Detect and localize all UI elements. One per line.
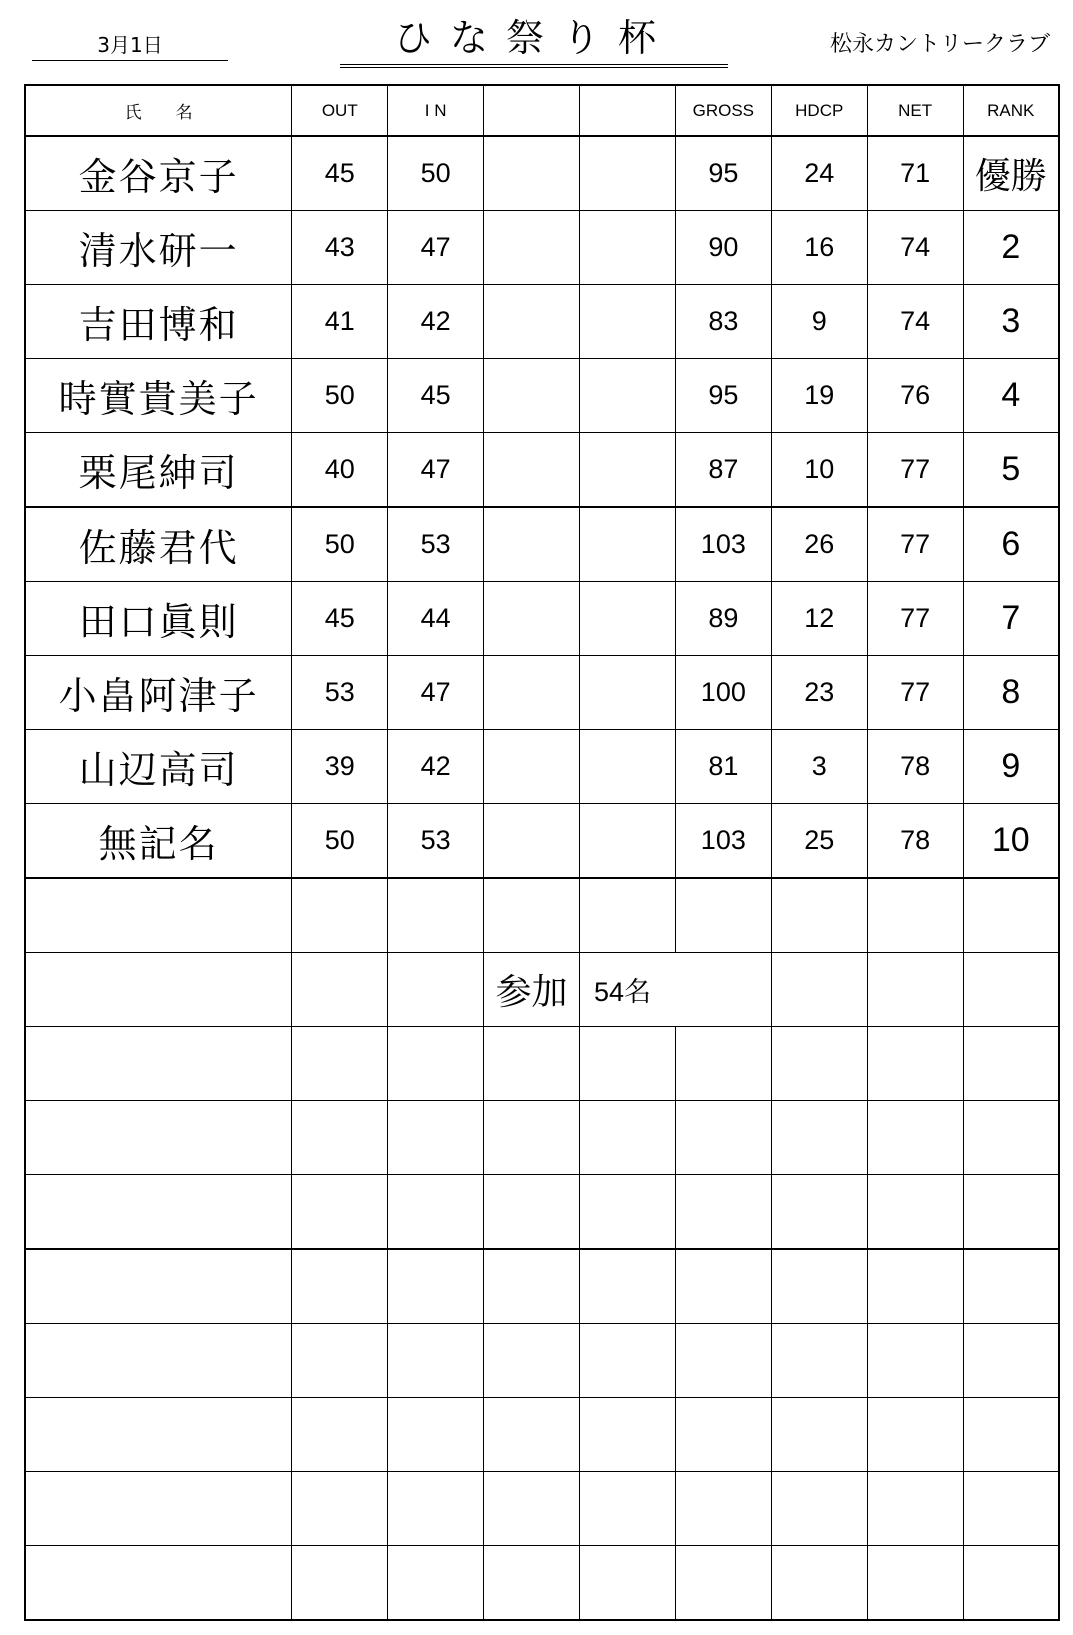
- empty-cell: [25, 1027, 292, 1101]
- empty-cell: [675, 1027, 771, 1101]
- gross-score: 103: [675, 804, 771, 879]
- empty-cell: [867, 1546, 963, 1621]
- col-blank-2: [580, 85, 676, 136]
- empty-cell: [963, 878, 1059, 953]
- hdcp-value: 26: [771, 507, 867, 582]
- participation-row: [25, 953, 1059, 1027]
- empty-cell: [963, 1472, 1059, 1546]
- empty-cell: [388, 1175, 484, 1250]
- out-score: 50: [292, 804, 388, 879]
- empty-cell: [292, 1398, 388, 1472]
- gross-score: 83: [675, 285, 771, 359]
- blank-cell: [580, 730, 676, 804]
- empty-cell: [580, 1027, 676, 1101]
- net-score: 78: [867, 730, 963, 804]
- hdcp-value: 16: [771, 211, 867, 285]
- gross-score: 89: [675, 582, 771, 656]
- out-score: 45: [292, 136, 388, 211]
- empty-row: [25, 1249, 1059, 1324]
- empty-cell: [25, 878, 292, 953]
- sheet-header: [0, 0, 1073, 84]
- empty-cell: [388, 1249, 484, 1324]
- rank-value: 2: [963, 211, 1059, 285]
- empty-cell: [25, 1324, 292, 1398]
- net-score: 77: [867, 656, 963, 730]
- results-table: [24, 84, 1060, 1621]
- empty-cell: [388, 878, 484, 953]
- rank-value: 9: [963, 730, 1059, 804]
- hdcp-value: 12: [771, 582, 867, 656]
- rank-value: 10: [963, 804, 1059, 879]
- out-score: 39: [292, 730, 388, 804]
- empty-cell: [484, 878, 580, 953]
- empty-cell: [867, 1175, 963, 1250]
- empty-cell: [484, 1175, 580, 1250]
- empty-row: [25, 878, 1059, 953]
- in-score: 44: [388, 582, 484, 656]
- empty-cell: [963, 1027, 1059, 1101]
- empty-cell: [292, 1324, 388, 1398]
- empty-cell: [771, 1101, 867, 1175]
- gross-score: 95: [675, 136, 771, 211]
- in-score: 47: [388, 433, 484, 508]
- col-in: I N: [388, 85, 484, 136]
- blank-cell: [580, 804, 676, 879]
- empty-cell: [25, 1472, 292, 1546]
- table-row: [25, 211, 1059, 285]
- rank-value: 3: [963, 285, 1059, 359]
- player-name: 山辺高司: [25, 730, 292, 804]
- empty-cell: [771, 1472, 867, 1546]
- empty-cell: [771, 1546, 867, 1621]
- blank-cell: [484, 730, 580, 804]
- empty-cell: [580, 1101, 676, 1175]
- empty-cell: [771, 1398, 867, 1472]
- empty-cell: [484, 1398, 580, 1472]
- table-row: [25, 730, 1059, 804]
- player-name: 無記名: [25, 804, 292, 879]
- empty-cell: [580, 1324, 676, 1398]
- empty-cell: [25, 1249, 292, 1324]
- hdcp-value: 23: [771, 656, 867, 730]
- empty-cell: [675, 1249, 771, 1324]
- in-score: 45: [388, 359, 484, 433]
- rank-value: 優勝: [963, 136, 1059, 211]
- empty-cell: [771, 953, 867, 1027]
- empty-cell: [25, 1398, 292, 1472]
- gross-score: 87: [675, 433, 771, 508]
- blank-cell: [484, 359, 580, 433]
- player-name: 佐藤君代: [25, 507, 292, 582]
- empty-cell: [867, 1398, 963, 1472]
- out-score: 53: [292, 656, 388, 730]
- net-score: 78: [867, 804, 963, 879]
- empty-cell: [292, 1101, 388, 1175]
- in-score: 50: [388, 136, 484, 211]
- empty-cell: [963, 953, 1059, 1027]
- event-date: 3月1日: [32, 30, 228, 61]
- empty-cell: [292, 1249, 388, 1324]
- net-score: 77: [867, 582, 963, 656]
- empty-cell: [963, 1398, 1059, 1472]
- empty-cell: [963, 1324, 1059, 1398]
- empty-cell: [771, 878, 867, 953]
- empty-cell: [292, 1175, 388, 1250]
- hdcp-value: 24: [771, 136, 867, 211]
- empty-row: [25, 1472, 1059, 1546]
- blank-cell: [580, 359, 676, 433]
- empty-cell: [675, 878, 771, 953]
- empty-cell: [388, 1027, 484, 1101]
- empty-cell: [867, 1101, 963, 1175]
- empty-cell: [292, 1027, 388, 1101]
- blank-cell: [484, 582, 580, 656]
- empty-cell: [675, 1101, 771, 1175]
- blank-cell: [580, 507, 676, 582]
- empty-cell: [388, 953, 484, 1027]
- gross-score: 81: [675, 730, 771, 804]
- blank-cell: [484, 433, 580, 508]
- blank-cell: [484, 656, 580, 730]
- empty-cell: [484, 1101, 580, 1175]
- table-row: [25, 285, 1059, 359]
- in-score: 47: [388, 211, 484, 285]
- blank-cell: [580, 582, 676, 656]
- table-row: [25, 582, 1059, 656]
- table-row: [25, 656, 1059, 730]
- empty-row: [25, 1175, 1059, 1250]
- empty-cell: [580, 1249, 676, 1324]
- empty-cell: [25, 953, 292, 1027]
- blank-cell: [484, 285, 580, 359]
- in-score: 47: [388, 656, 484, 730]
- blank-cell: [580, 211, 676, 285]
- empty-cell: [388, 1324, 484, 1398]
- empty-cell: [963, 1175, 1059, 1250]
- player-name: 金谷京子: [25, 136, 292, 211]
- in-score: 42: [388, 730, 484, 804]
- empty-cell: [484, 1324, 580, 1398]
- table-row: [25, 507, 1059, 582]
- col-out: OUT: [292, 85, 388, 136]
- in-score: 42: [388, 285, 484, 359]
- rank-value: 4: [963, 359, 1059, 433]
- out-score: 43: [292, 211, 388, 285]
- empty-cell: [771, 1175, 867, 1250]
- empty-cell: [484, 1027, 580, 1101]
- tournament-title: ひな祭り杯: [340, 12, 728, 68]
- empty-cell: [867, 1472, 963, 1546]
- empty-cell: [580, 878, 676, 953]
- player-name: 小畠阿津子: [25, 656, 292, 730]
- empty-cell: [867, 1249, 963, 1324]
- empty-cell: [675, 1175, 771, 1250]
- empty-cell: [963, 1249, 1059, 1324]
- out-score: 50: [292, 359, 388, 433]
- table-row: [25, 136, 1059, 211]
- empty-cell: [388, 1398, 484, 1472]
- blank-cell: [484, 804, 580, 879]
- empty-cell: [675, 1398, 771, 1472]
- player-name: 吉田博和: [25, 285, 292, 359]
- empty-cell: [388, 1546, 484, 1621]
- net-score: 71: [867, 136, 963, 211]
- table-row: [25, 804, 1059, 879]
- out-score: 41: [292, 285, 388, 359]
- empty-row: [25, 1324, 1059, 1398]
- empty-cell: [484, 1546, 580, 1621]
- col-rank: RANK: [963, 85, 1059, 136]
- out-score: 40: [292, 433, 388, 508]
- empty-row: [25, 1027, 1059, 1101]
- col-gross: GROSS: [675, 85, 771, 136]
- empty-cell: [484, 1249, 580, 1324]
- out-score: 50: [292, 507, 388, 582]
- empty-cell: [292, 1472, 388, 1546]
- empty-cell: [580, 1546, 676, 1621]
- header-row: [25, 85, 1059, 136]
- empty-cell: [388, 1472, 484, 1546]
- gross-score: 100: [675, 656, 771, 730]
- empty-cell: [484, 1472, 580, 1546]
- blank-cell: [580, 285, 676, 359]
- empty-cell: [771, 1249, 867, 1324]
- rank-value: 8: [963, 656, 1059, 730]
- empty-cell: [963, 1101, 1059, 1175]
- player-name: 時實貴美子: [25, 359, 292, 433]
- col-hdcp: HDCP: [771, 85, 867, 136]
- empty-row: [25, 1398, 1059, 1472]
- rank-value: 5: [963, 433, 1059, 508]
- empty-cell: [580, 1398, 676, 1472]
- blank-cell: [484, 211, 580, 285]
- blank-cell: [484, 136, 580, 211]
- gross-score: 103: [675, 507, 771, 582]
- blank-cell: [580, 136, 676, 211]
- net-score: 77: [867, 433, 963, 508]
- participation-label: 参加: [484, 953, 580, 1027]
- hdcp-value: 25: [771, 804, 867, 879]
- empty-cell: [675, 1546, 771, 1621]
- empty-cell: [675, 953, 771, 1027]
- blank-cell: [580, 656, 676, 730]
- empty-cell: [675, 1472, 771, 1546]
- net-score: 74: [867, 211, 963, 285]
- empty-cell: [963, 1546, 1059, 1621]
- blank-cell: [580, 433, 676, 508]
- empty-cell: [25, 1546, 292, 1621]
- empty-cell: [771, 1324, 867, 1398]
- empty-cell: [25, 1101, 292, 1175]
- empty-cell: [867, 878, 963, 953]
- net-score: 74: [867, 285, 963, 359]
- player-name: 清水研一: [25, 211, 292, 285]
- gross-score: 95: [675, 359, 771, 433]
- player-name: 田口眞則: [25, 582, 292, 656]
- col-name: 氏 名: [25, 85, 292, 136]
- table-row: [25, 433, 1059, 508]
- club-name: 松永カントリークラブ: [829, 32, 1050, 57]
- empty-cell: [867, 1324, 963, 1398]
- participation-count: 54名: [580, 953, 676, 1027]
- rank-value: 6: [963, 507, 1059, 582]
- empty-cell: [867, 953, 963, 1027]
- empty-row: [25, 1101, 1059, 1175]
- rank-value: 7: [963, 582, 1059, 656]
- hdcp-value: 10: [771, 433, 867, 508]
- in-score: 53: [388, 804, 484, 879]
- out-score: 45: [292, 582, 388, 656]
- empty-cell: [580, 1472, 676, 1546]
- table-row: [25, 359, 1059, 433]
- empty-row: [25, 1546, 1059, 1621]
- empty-cell: [388, 1101, 484, 1175]
- empty-cell: [771, 1027, 867, 1101]
- hdcp-value: 9: [771, 285, 867, 359]
- empty-cell: [292, 878, 388, 953]
- col-blank-1: [484, 85, 580, 136]
- col-net: NET: [867, 85, 963, 136]
- empty-cell: [292, 953, 388, 1027]
- player-name: 栗尾紳司: [25, 433, 292, 508]
- in-score: 53: [388, 507, 484, 582]
- hdcp-value: 19: [771, 359, 867, 433]
- empty-cell: [675, 1324, 771, 1398]
- blank-cell: [484, 507, 580, 582]
- net-score: 76: [867, 359, 963, 433]
- gross-score: 90: [675, 211, 771, 285]
- empty-cell: [580, 1175, 676, 1250]
- empty-cell: [25, 1175, 292, 1250]
- empty-cell: [867, 1027, 963, 1101]
- empty-cell: [292, 1546, 388, 1621]
- net-score: 77: [867, 507, 963, 582]
- hdcp-value: 3: [771, 730, 867, 804]
